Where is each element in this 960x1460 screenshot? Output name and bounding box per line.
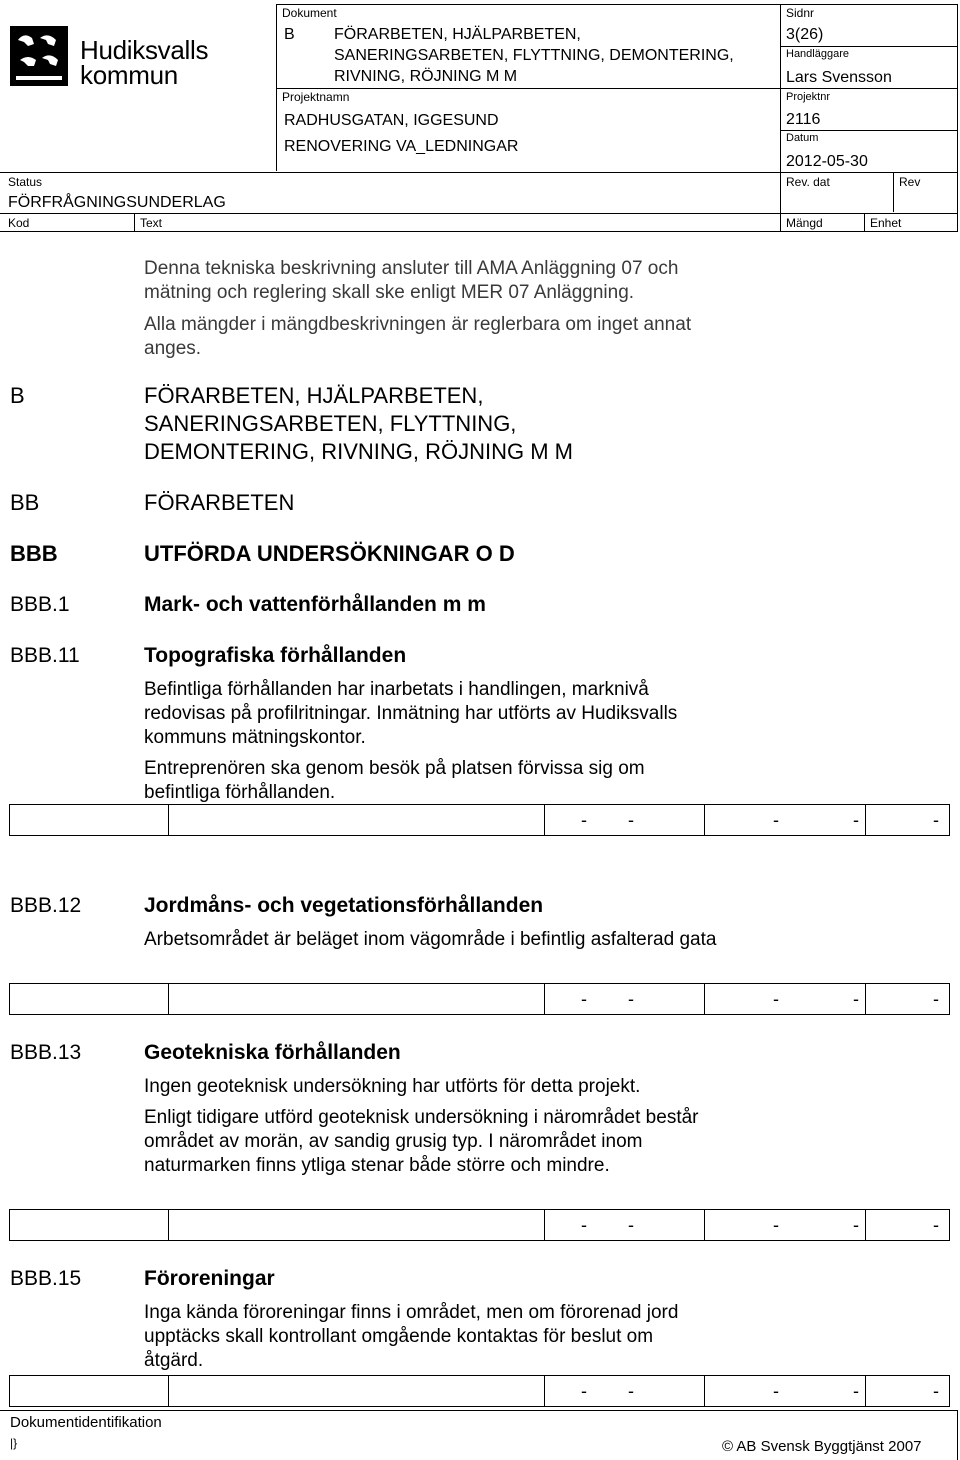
text-line: Alla mängder i mängdbeskrivningen är reglerbara om inget annat [144,314,692,335]
header-divider [893,172,894,212]
qty-dash: - [773,1215,779,1235]
section-code: BBB.15 [10,1267,82,1290]
handlaggare-label: Handläggare [786,48,849,60]
text-line: befintliga förhållanden. [144,782,336,803]
text-line: redovisas på profilritningar. Inmätning har utförts av Hudiksvalls [144,703,678,724]
text-line: Entreprenören ska genom besök på platsen förvissa sig om [144,758,645,779]
qty-cell [544,1210,545,1240]
quantity-row [9,1209,950,1241]
text-line: Denna tekniska beskrivning ansluter till AMA Anläggning 07 och [144,258,679,279]
dokument-title [334,24,734,87]
column-enhet: Enhet [870,216,902,230]
status: FÖRFRÅGNINGSUNDERLAG [8,194,226,211]
section-code: BBB [10,541,58,566]
qty-dash: - [853,1215,859,1235]
qty-cell [865,984,866,1014]
header-divider [780,46,958,47]
header-right-border [957,4,958,231]
intro-paragraph [144,257,944,361]
projektnamn-label: Projektnamn [282,90,350,104]
text-line: naturmarken finns ytliga stenar både större och mindre. [144,1155,610,1176]
qty-dash: - [581,1381,587,1401]
section-title: FÖRARBETEN [144,490,295,515]
text-line: Arbetsområdet är beläget inom vägområde i befintlig asfalterad gata [144,929,717,950]
header-divider [276,88,958,89]
qty-cell [865,1376,866,1406]
section-code: BBB.1 [10,593,70,616]
qty-dash: - [581,810,587,830]
section-title: UTFÖRDA UNDERSÖKNINGAR O D [144,541,515,566]
qty-dash: - [628,1381,634,1401]
text-line: området av morän, av sandig grusig typ. I närområdet inom [144,1131,643,1152]
section-title: Mark- och vattenförhållanden m m [144,593,486,616]
column-mangd: Mängd [786,216,823,230]
section-paragraph [144,678,944,805]
dokument-title-line: SANERINGSARBETEN, FLYTTNING, DEMONTERING, [334,47,734,64]
qty-dash: - [773,810,779,830]
projektnr: 2116 [786,111,821,128]
qty-cell [704,805,705,835]
datum-label: Datum [786,132,819,144]
section-title: Jordmåns- och vegetationsförhållanden [144,894,544,917]
section-paragraph [144,1301,944,1373]
text-line: kommuns mätningskontor. [144,727,366,748]
qty-dash: - [933,1215,939,1235]
sidnr: 3(26) [786,26,824,43]
text-line: upptäcks skall kontrollant omgående kontaktas för beslut om [144,1326,654,1347]
logo-line: Hudiksvalls [80,35,209,65]
dokument-code: B [284,26,295,43]
rev-label: Rev [899,175,921,189]
section-paragraph [144,1075,944,1178]
qty-dash: - [581,1215,587,1235]
qty-cell [168,984,169,1014]
qty-cell [168,1210,169,1240]
header-divider [864,213,865,231]
dokument-title-line: RIVNING, RÖJNING M M [334,68,518,85]
text-line: Inga kända föroreningar finns i området, men om förorenad jord [144,1302,679,1323]
projektnamn [284,108,518,160]
header-divider [134,213,135,231]
header-divider [0,213,958,214]
section-title: Geotekniska förhållanden [144,1041,401,1064]
dokument-title-line: FÖRARBETEN, HJÄLPARBETEN, [334,26,581,43]
dokumentidentifikation-value: |} [10,1436,18,1450]
datum: 2012-05-30 [786,153,868,170]
qty-dash: - [933,1381,939,1401]
qty-cell [168,805,169,835]
text-line: Befintliga förhållanden har inarbetats i handlingen, marknivå [144,679,649,700]
qty-dash: - [773,1381,779,1401]
section-code: BBB.13 [10,1041,82,1064]
section-code: B [10,383,25,408]
qty-cell [704,1376,705,1406]
header-divider [780,4,781,231]
text-line: Enligt tidigare utförd geoteknisk undersökning i närområdet består [144,1107,699,1128]
qty-dash: - [933,810,939,830]
header-top-border [276,4,958,5]
dokument-label: Dokument [282,6,337,20]
quantity-row [9,1375,950,1407]
qty-cell [544,1376,545,1406]
text-line: anges. [144,338,202,359]
projektnr-label: Projektnr [786,91,831,103]
header-divider [0,231,958,232]
header-divider [780,130,958,131]
footer-border [0,1410,958,1411]
column-text: Text [140,216,163,230]
qty-cell [544,805,545,835]
revdat-label: Rev. dat [786,175,830,189]
sidnr-label: Sidnr [786,6,815,20]
qty-dash: - [853,989,859,1009]
section-paragraph [144,928,944,952]
status-label: Status [8,175,43,189]
text-line: Ingen geoteknisk undersökning har utförts för detta projekt. [144,1076,641,1097]
column-kod: Kod [8,216,30,230]
handlaggare: Lars Svensson [786,69,892,86]
qty-dash: - [581,989,587,1009]
header-divider [0,172,958,173]
qty-cell [544,984,545,1014]
section-title [144,382,573,466]
qty-dash: - [628,1215,634,1235]
qty-dash: - [853,1381,859,1401]
footer-border [957,1410,958,1460]
qty-cell [865,1210,866,1240]
qty-dash: - [853,810,859,830]
qty-dash: - [773,989,779,1009]
dokumentidentifikation-label: Dokumentidentifikation [10,1414,162,1431]
qty-dash: - [628,989,634,1009]
qty-dash: - [933,989,939,1009]
copyright-notice: © AB Svensk Byggtjänst 2007 [722,1438,922,1455]
qty-cell [168,1376,169,1406]
hudiksvall-logo-icon [10,26,68,86]
quantity-row [9,804,950,836]
text-line: mätning och reglering skall ske enligt MER 07 Anläggning. [144,282,635,303]
qty-cell [704,1210,705,1240]
text-line: åtgärd. [144,1350,204,1371]
title-line: SANERINGSARBETEN, FLYTTNING, [144,411,517,436]
document-header [0,0,960,235]
section-code: BBB.11 [10,644,80,667]
qty-cell [704,984,705,1014]
section-code: BBB.12 [10,894,82,917]
projektnamn-line: RENOVERING VA_LEDNINGAR [284,138,519,155]
section-title: Topografiska förhållanden [144,644,407,667]
qty-dash: - [628,810,634,830]
title-line: FÖRARBETEN, HJÄLPARBETEN, [144,383,484,408]
title-line: DEMONTERING, RIVNING, RÖJNING M M [144,439,573,464]
logo-line: kommun [80,60,178,90]
quantity-row [9,983,950,1015]
organization-name [80,35,209,90]
qty-cell [865,805,866,835]
section-title: Föroreningar [144,1267,275,1290]
projektnamn-line: RADHUSGATAN, IGGESUND [284,112,499,129]
section-code: BB [10,490,40,515]
